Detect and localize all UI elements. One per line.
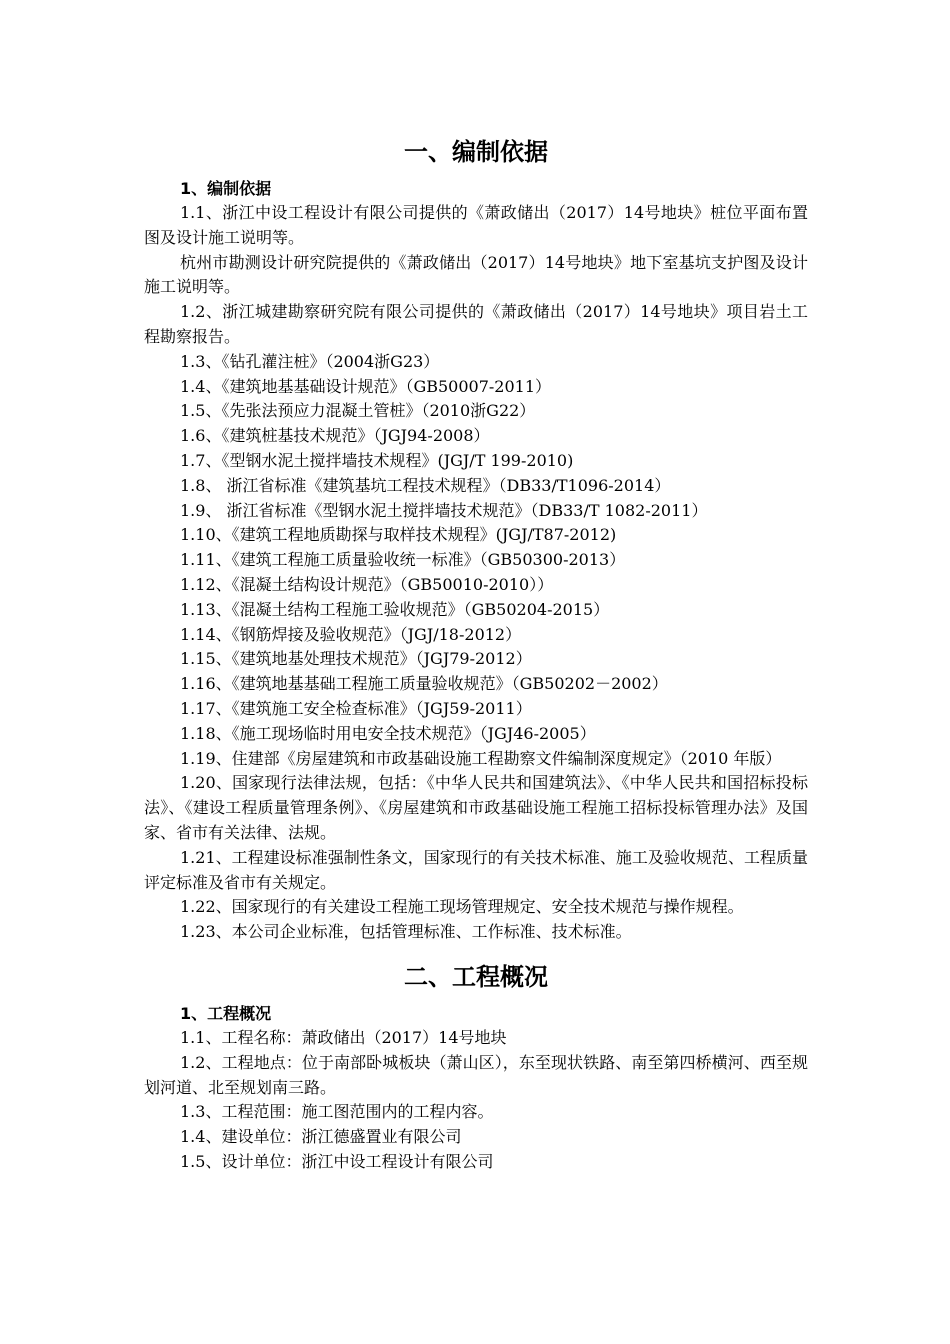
paragraph: 1.8、 浙江省标准《建筑基坑工程技术规程》（DB33/T1096-2014） [180, 475, 671, 495]
paragraph: 杭州市勘测设计研究院提供的《萧政储出（2017）14号地块》地下室基坑支护图及设计施工说明等。 [144, 252, 808, 297]
paragraph: 1.5、《先张法预应力混凝土管桩》（2010浙G22） [180, 401, 536, 421]
paragraph: 1.23、本公司企业标准，包括管理标准、工作标准、技术标准。 [180, 922, 632, 942]
paragraph: 1.12、《混凝土结构设计规范》（GB50010-2010）） [180, 574, 554, 594]
section-overview [144, 953, 808, 1175]
section-title-basis: 一、编制依据 [404, 138, 548, 166]
paragraph: 1.3、工程范围：施工图范围内的工程内容。 [180, 1102, 494, 1122]
paragraph: 1.1、浙江中设工程设计有限公司提供的《萧政储出（2017）14号地块》桩位平面布置图及设计施工说明等。 [144, 203, 808, 247]
paragraph: 1.9、 浙江省标准《型钢水泥土搅拌墙技术规范》（DB33/T 1082-2011） [180, 500, 708, 520]
subsection-title-basis: 1、编制依据 [180, 179, 272, 198]
paragraph: 1.1、工程名称：萧政储出（2017）14号地块 [180, 1027, 507, 1047]
paragraph: 1.18、《施工现场临时用电安全技术规范》（JGJ46-2005） [180, 723, 596, 743]
paragraph: 1.15、《建筑地基处理技术规范》（JGJ79-2012） [180, 649, 532, 669]
basis-list [144, 201, 808, 945]
document-page [144, 128, 808, 1175]
paragraph: 1.21、工程建设标准强制性条文，国家现行的有关技术标准、施工及验收规范、工程质量评定标准及省市有关规定。 [144, 847, 808, 892]
paragraph: 1.5、设计单位：浙江中设工程设计有限公司 [180, 1151, 494, 1171]
paragraph: 1.13、《混凝土结构工程施工验收规范》（GB50204-2015） [180, 599, 610, 619]
paragraph: 1.2、浙江城建勘察研究院有限公司提供的《萧政储出（2017）14号地块》项目岩土工程勘察报告。 [144, 302, 808, 346]
paragraph: 1.22、国家现行的有关建设工程施工现场管理规定、安全技术规范与操作规程。 [180, 897, 744, 917]
paragraph: 1.2、工程地点：位于南部卧城板块（萧山区），东至现状铁路、南至第四桥横河、西至规划河道、北至规划南三路。 [144, 1052, 808, 1097]
section-basis [144, 128, 808, 945]
section-title-overview: 二、工程概况 [404, 962, 548, 991]
paragraph: 1.11、《建筑工程施工质量验收统一标准》（GB50300-2013） [180, 550, 626, 570]
paragraph: 1.14、《钢筋焊接及验收规范》（JGJ/18-2012） [180, 624, 522, 644]
paragraph: 1.10、《建筑工程地质勘探与取样技术规程》(JGJ/T87-2012) [180, 525, 617, 545]
paragraph: 1.3、《钻孔灌注桩》（2004浙G23） [180, 351, 440, 371]
paragraph: 1.7、《型钢水泥土搅拌墙技术规程》(JGJ/T 199-2010) [180, 450, 574, 470]
paragraph: 1.4、《建筑地基基础设计规范》（GB50007-2011） [180, 376, 552, 396]
subsection-title-overview: 1、工程概况 [180, 1003, 272, 1023]
overview-list [144, 1026, 808, 1175]
paragraph: 1.6、《建筑桩基技术规范》（JGJ94-2008） [180, 426, 490, 446]
paragraph: 1.16、《建筑地基基础工程施工质量验收规范》（GB50202－2002） [180, 674, 668, 694]
paragraph: 1.4、建设单位：浙江德盛置业有限公司 [180, 1127, 462, 1147]
paragraph: 1.20、国家现行法律法规，包括：《中华人民共和国建筑法》、《中华人民共和国招标投标法》、《建设工程质量管理条例》、《房屋建筑和市政基础设施工程施工招标投标管理办法》及国家、省市有关法律、法规。 [144, 773, 808, 842]
paragraph: 1.19、住建部《房屋建筑和市政基础设施工程勘察文件编制深度规定》（2010 年版） [180, 748, 782, 768]
paragraph: 1.17、《建筑施工安全检查标准》（JGJ59-2011） [180, 698, 532, 718]
